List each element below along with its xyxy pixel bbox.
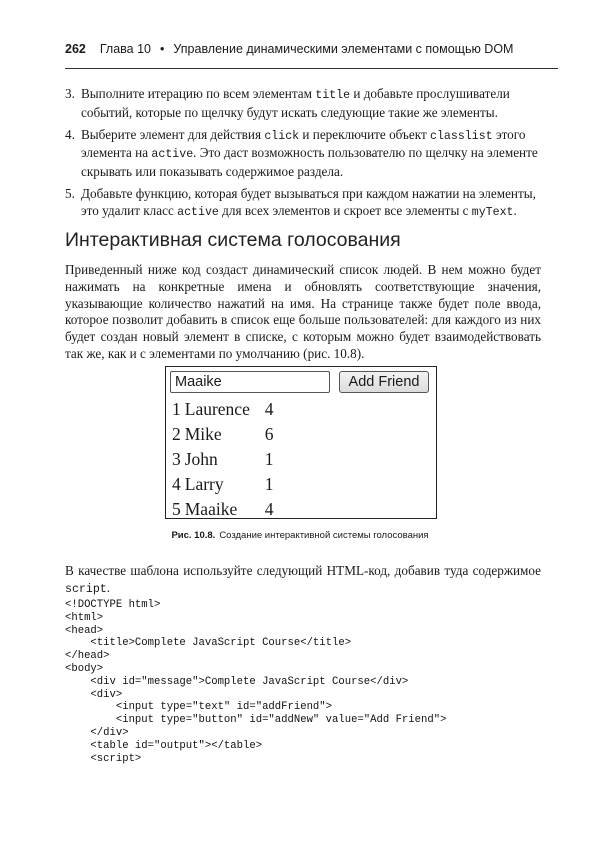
steps-list <box>65 86 545 227</box>
row-votes: 4 <box>264 499 274 519</box>
bullet-separator: • <box>160 42 165 56</box>
code-line: </div> <box>65 726 129 739</box>
row-name[interactable]: Maaike <box>184 499 238 519</box>
step-text: Выберите элемент для действия click и переключите объект classlist этого элемента на active. Это даст возможность пользователю по щелчку на элементе скрывать или показывать содержимое раздела. <box>81 126 538 180</box>
inline-code: click <box>264 129 300 143</box>
row-index: 4 <box>172 474 181 494</box>
inline-code: title <box>315 89 351 102</box>
table-row[interactable] <box>172 497 274 522</box>
row-index: 1 <box>172 399 181 419</box>
table-row[interactable] <box>172 447 274 472</box>
inline-code: script <box>65 583 107 596</box>
step-text: Выполните итерацию по всем элементам title и добавьте прослушиватели событий, которые по щелчку будут искать следующие такие же элементы. <box>81 86 510 120</box>
code-line: </head> <box>65 650 110 663</box>
voting-app-figure <box>165 366 437 519</box>
caption-label: Рис. 10.8. <box>171 530 216 541</box>
row-votes: 4 <box>264 399 274 419</box>
code-line: <input type="text" id="addFriend"> <box>65 701 333 714</box>
inline-code: myText <box>471 205 514 219</box>
code-line: <table id="output"></table> <box>65 739 263 752</box>
row-votes: 1 <box>264 474 274 494</box>
list-item <box>65 186 545 222</box>
inline-code: classlist <box>430 129 493 143</box>
chapter-title: Управление динамическими элементами с помощью DOM <box>173 42 514 56</box>
code-line: <head> <box>65 624 104 637</box>
code-listing <box>65 599 446 765</box>
body-paragraph: Приведенный ниже код создаст динамический список людей. В нем можно будет нажимать на конкретные имена и обновлять соответствующие значения, указывающие количество нажатий на имя. На странице также будет поле ввода, которое позволит добавить в список еще больше пользователей: для каждого из них будет создан новый элемент в списке, с которым можно будет взаимодействовать так же, как и с элементами по умолчанию (рис. 10.8). <box>65 262 541 361</box>
row-votes: 6 <box>264 424 274 444</box>
table-row[interactable] <box>172 472 274 497</box>
row-votes: 1 <box>264 449 274 469</box>
step-number: 4. <box>65 126 75 142</box>
code-line: <!DOCTYPE html> <box>65 599 161 611</box>
code-line: <input type="button" id="addNew" value="Add Friend"> <box>65 714 447 727</box>
add-friend-input[interactable]: Maaike <box>170 371 330 393</box>
inline-code: active <box>151 148 194 162</box>
table-row[interactable] <box>172 397 274 422</box>
code-line: <div> <box>65 688 123 701</box>
code-line: <title>Complete JavaScript Course</title> <box>65 637 352 650</box>
row-name[interactable]: John <box>184 449 218 469</box>
figure-caption <box>0 530 600 541</box>
code-line: <div id="message">Complete JavaScript Course</div> <box>65 675 409 688</box>
chapter-label: Глава 10 <box>99 42 152 56</box>
body-paragraph-2: В качестве шаблона используйте следующий HTML-код, добавив туда содержимое script. <box>65 563 541 596</box>
step-number: 3. <box>65 86 75 101</box>
row-name[interactable]: Mike <box>184 424 222 444</box>
list-item <box>65 127 545 181</box>
list-item <box>65 86 545 122</box>
table-row[interactable] <box>172 422 274 447</box>
code-line: <script> <box>65 752 142 765</box>
caption-text: Создание интерактивной системы голосования <box>219 530 429 541</box>
step-number: 5. <box>65 185 75 201</box>
row-index: 5 <box>172 499 181 519</box>
page-number: 262 <box>65 42 86 56</box>
votes-table <box>172 397 274 522</box>
row-name[interactable]: Laurence <box>184 399 250 419</box>
row-name[interactable]: Larry <box>184 474 224 494</box>
row-index: 2 <box>172 424 181 444</box>
step-text: Добавьте функцию, которая будет вызываться при каждом нажатии на элементы, это удалит класс active для всех элементов и скроет все элементы с myText. <box>81 185 536 219</box>
section-heading: Интерактивная система голосования <box>65 229 401 251</box>
code-line: <body> <box>65 662 104 675</box>
running-header <box>65 42 558 69</box>
row-index: 3 <box>172 449 181 469</box>
inline-code: active <box>177 205 219 219</box>
code-line: <html> <box>65 611 104 624</box>
add-friend-button[interactable]: Add Friend <box>339 371 429 393</box>
